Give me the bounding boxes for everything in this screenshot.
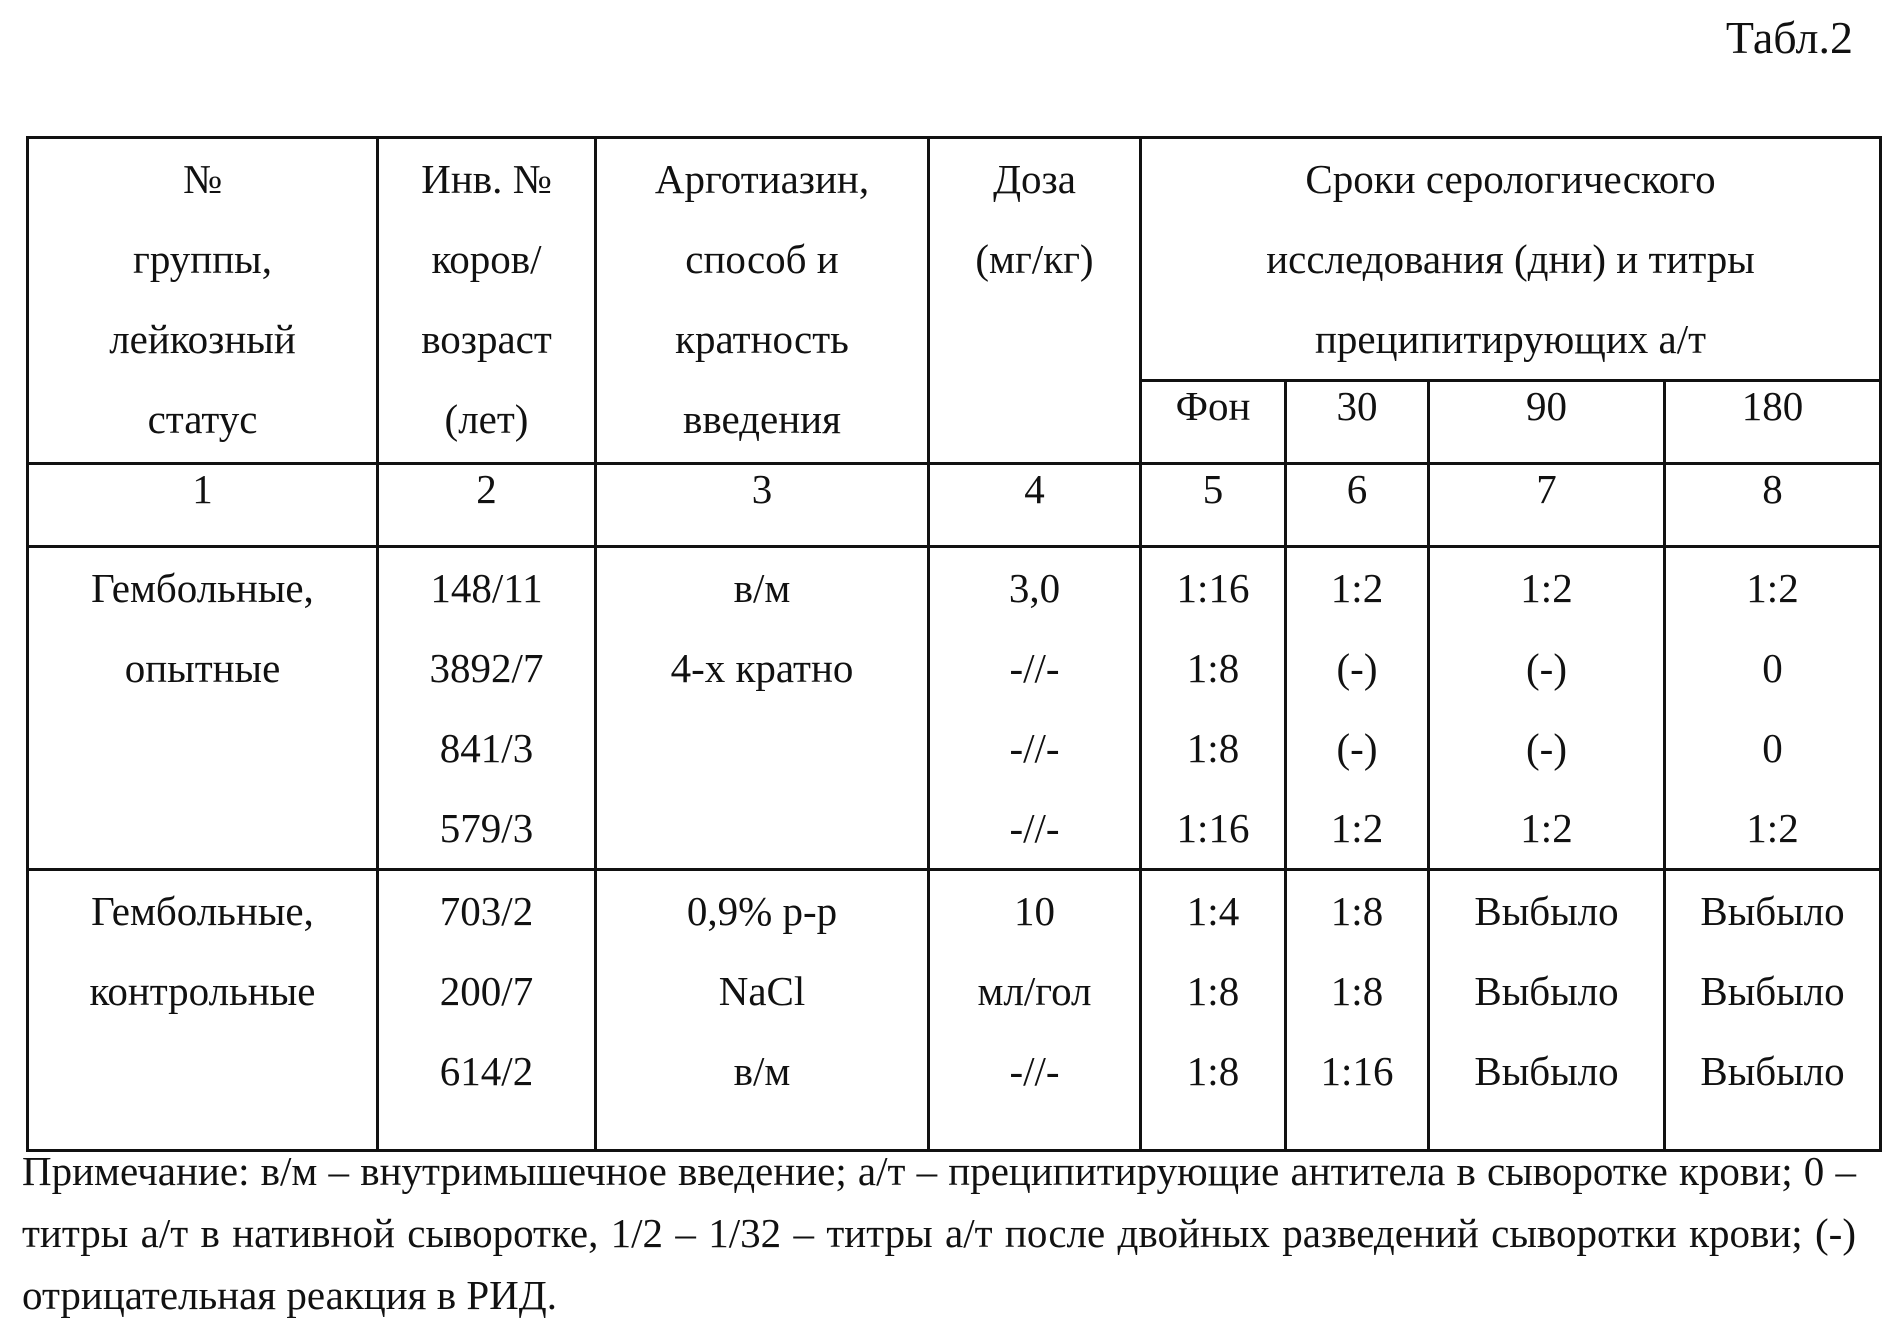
titer-day-90-cell xyxy=(1429,547,1665,870)
column-number: 7 xyxy=(1429,464,1665,547)
group-status-text: Гембольные, xyxy=(91,888,314,934)
header-text: группы, xyxy=(133,236,272,282)
dose-cell xyxy=(929,870,1141,1151)
header-text: Арготиазин, xyxy=(654,156,870,202)
cell-value: 841/3 xyxy=(439,725,534,771)
header-text: (лет) xyxy=(444,396,529,442)
cell-value: 1:8 xyxy=(1186,968,1240,1014)
header-text: введения xyxy=(683,396,841,442)
header-text: преципитирующих а/т xyxy=(1314,316,1707,362)
results-table xyxy=(26,136,1882,1152)
header-text: Доза xyxy=(993,156,1076,202)
cell-value: 1:2 xyxy=(1520,805,1573,851)
cell-value: 200/7 xyxy=(439,968,534,1014)
titer-day-180-cell xyxy=(1665,547,1881,870)
header-text: Инв. № xyxy=(421,156,552,202)
table-row-control-group xyxy=(28,870,1881,1151)
header-text: возраст xyxy=(421,316,552,362)
cell-value: 4-х кратно xyxy=(670,645,854,691)
header-text: статус xyxy=(147,396,258,442)
column-number: 2 xyxy=(378,464,596,547)
column-number: 5 xyxy=(1141,464,1286,547)
cell-value: 1:2 xyxy=(1330,565,1384,611)
cell-value: 1:2 xyxy=(1746,565,1799,611)
cell-value: 0 xyxy=(1762,725,1783,771)
cell-value: мл/гол xyxy=(977,968,1092,1014)
cell-value: 1:8 xyxy=(1186,645,1240,691)
cell-value: 148/11 xyxy=(430,565,543,611)
cell-value: 1:16 xyxy=(1176,565,1250,611)
header-day-background: Фон xyxy=(1141,381,1286,464)
header-dose xyxy=(929,138,1141,464)
cell-value: -//- xyxy=(1009,1048,1060,1094)
cell-value: 1:8 xyxy=(1186,1048,1240,1094)
header-cow-number-age xyxy=(378,138,596,464)
column-number: 8 xyxy=(1665,464,1881,547)
cell-value: NaCl xyxy=(718,968,806,1014)
cow-number-cell xyxy=(378,870,596,1151)
dose-cell xyxy=(929,547,1141,870)
header-day-90: 90 xyxy=(1429,381,1665,464)
cell-value: -//- xyxy=(1009,645,1060,691)
cell-value: Выбыло xyxy=(1700,1048,1845,1094)
cell-value: 1:16 xyxy=(1320,1048,1394,1094)
header-text: Сроки серологического xyxy=(1305,156,1716,202)
titer-background-cell xyxy=(1141,870,1286,1151)
cell-value: 0 xyxy=(1762,645,1783,691)
header-drug-method xyxy=(596,138,929,464)
header-group-status xyxy=(28,138,378,464)
header-row xyxy=(28,138,1881,381)
column-number: 1 xyxy=(28,464,378,547)
column-number: 6 xyxy=(1286,464,1429,547)
header-day-30: 30 xyxy=(1286,381,1429,464)
table-footnote: Примечание: в/м – внутримышечное введение; а/т – преципитирующие антитела в сыворотке крови; 0 – титры а/т в нативной сыворотке, 1/2 – 1/32 – титры а/т после двойных разведений сыворотки крови; (-) отрицательная реакция в РИД. xyxy=(22,1148,1856,1318)
header-text: № xyxy=(182,156,223,202)
cell-value: 1:4 xyxy=(1186,888,1240,934)
cell-value: в/м xyxy=(733,1048,791,1094)
cell-value: 1:8 xyxy=(1186,725,1240,771)
group-status-text: контрольные xyxy=(89,968,316,1014)
header-day-180: 180 xyxy=(1665,381,1881,464)
method-cell xyxy=(596,547,929,870)
column-number-row xyxy=(28,464,1881,547)
cell-value: (-) xyxy=(1336,645,1378,691)
cell-value: Выбыло xyxy=(1700,888,1845,934)
cell-value: Выбыло xyxy=(1474,968,1619,1014)
cell-value: Выбыло xyxy=(1700,968,1845,1014)
header-text: исследования (дни) и титры xyxy=(1266,236,1755,282)
titer-day-180-cell xyxy=(1665,870,1881,1151)
cell-value: 10 xyxy=(1014,888,1055,934)
cell-value: 3,0 xyxy=(1008,565,1061,611)
group-status-text: Гембольные, xyxy=(91,565,314,611)
cell-value: 1:8 xyxy=(1330,968,1384,1014)
titer-day-90-cell xyxy=(1429,870,1665,1151)
cell-value: 614/2 xyxy=(439,1048,534,1094)
cell-value: 1:16 xyxy=(1176,805,1250,851)
table-row-experimental-group xyxy=(28,547,1881,870)
titer-day-30-cell xyxy=(1286,547,1429,870)
cell-value: 3892/7 xyxy=(429,645,544,691)
cell-value: 1:2 xyxy=(1330,805,1384,851)
group-status-cell xyxy=(28,870,378,1151)
cell-value: Выбыло xyxy=(1474,888,1619,934)
cell-value: (-) xyxy=(1336,725,1378,771)
titer-day-30-cell xyxy=(1286,870,1429,1151)
cell-value: 1:2 xyxy=(1746,805,1799,851)
cell-value: Выбыло xyxy=(1474,1048,1619,1094)
cell-value: 579/3 xyxy=(439,805,534,851)
column-number: 4 xyxy=(929,464,1141,547)
table-caption: Табл.2 xyxy=(1725,12,1853,63)
header-text: лейкозный xyxy=(109,316,296,362)
column-number: 3 xyxy=(596,464,929,547)
cell-value: -//- xyxy=(1009,805,1060,851)
header-text: способ и xyxy=(685,236,839,282)
cell-value: (-) xyxy=(1526,725,1567,771)
cell-value: (-) xyxy=(1526,645,1567,691)
group-status-cell xyxy=(28,547,378,870)
cell-value: в/м xyxy=(733,565,791,611)
cell-value: 1:8 xyxy=(1330,888,1384,934)
header-serology-terms xyxy=(1141,138,1881,381)
cell-value: -//- xyxy=(1009,725,1060,771)
titer-background-cell xyxy=(1141,547,1286,870)
cell-value: 1:2 xyxy=(1520,565,1573,611)
group-status-text: опытные xyxy=(124,645,281,691)
method-cell xyxy=(596,870,929,1151)
header-text: (мг/кг) xyxy=(975,236,1094,282)
cell-value: 703/2 xyxy=(439,888,534,934)
cow-number-cell xyxy=(378,547,596,870)
header-text: коров/ xyxy=(431,236,542,282)
cell-value: 0,9% р-р xyxy=(686,888,838,934)
header-text: кратность xyxy=(675,316,849,362)
